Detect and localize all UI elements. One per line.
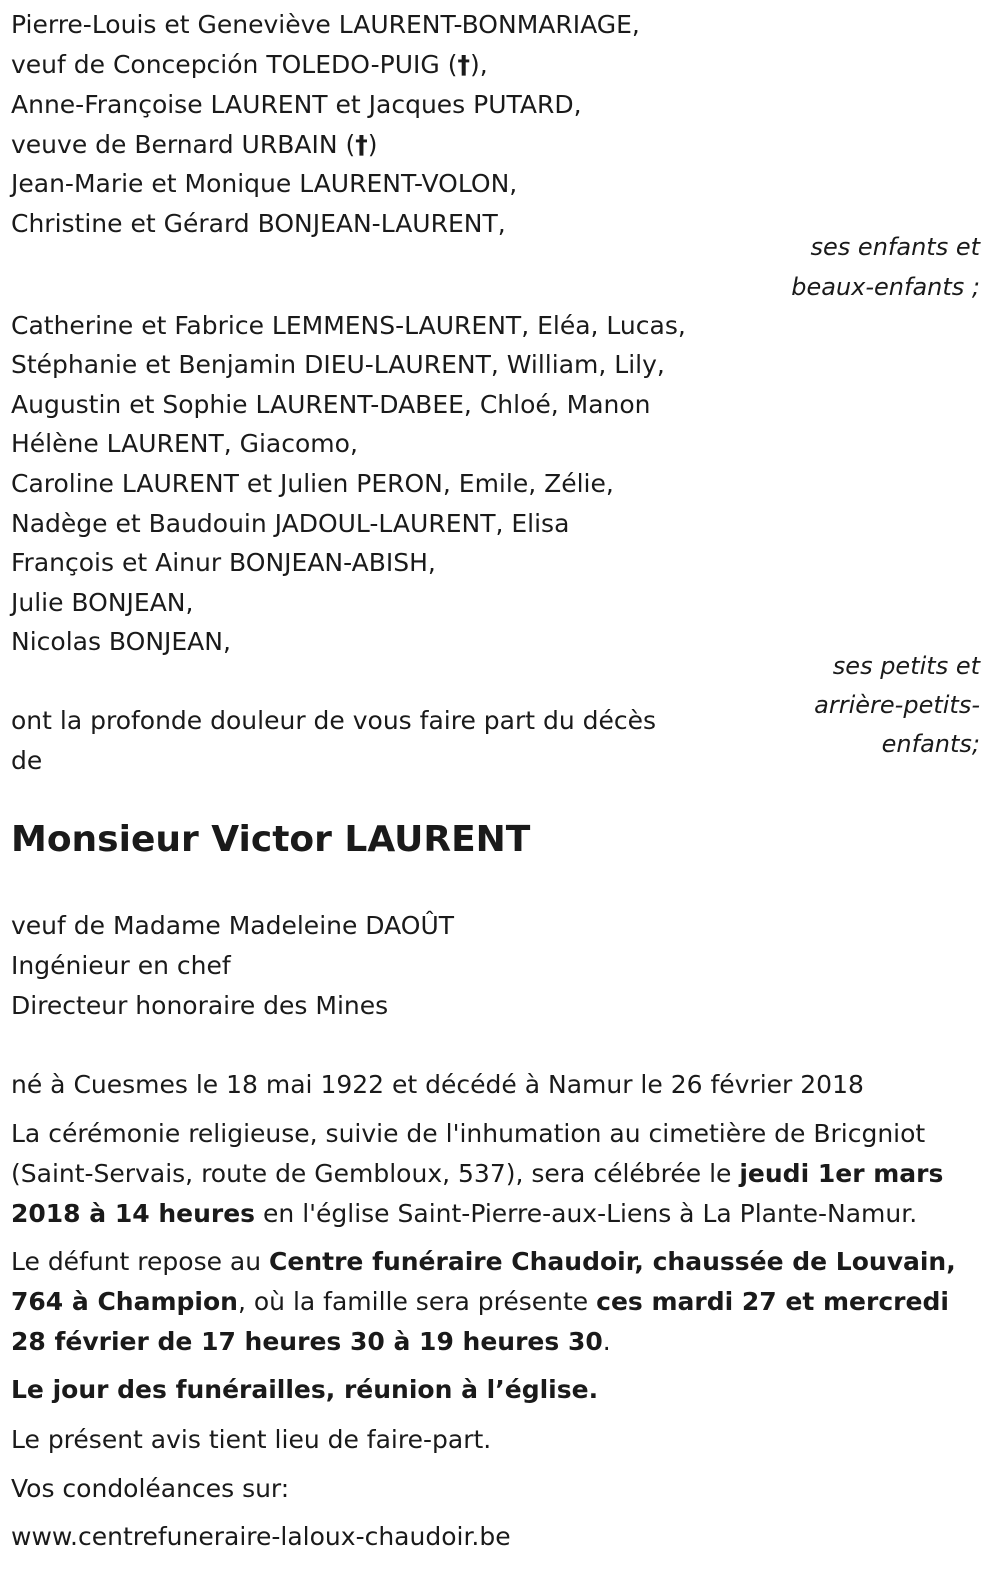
grandchildren-role-label: ses petits et [832,652,980,680]
family-line: Nadège et Baudouin JADOUL-LAURENT, Elisa [11,509,570,538]
condolences-label: Vos condoléances sur: [11,1474,290,1503]
announcement-text: de [11,746,43,775]
family-line: Pierre-Louis et Geneviève LAURENT-BONMARIAGE, [11,10,640,39]
family-line: Augustin et Sophie LAURENT-DABEE, Chloé, Manon [11,390,651,419]
family-line: Stéphanie et Benjamin DIEU-LAURENT, William, Lily, [11,350,665,379]
children-role-label: ses enfants et [810,233,980,261]
announcement-text: ont la profonde douleur de vous faire part du décès [11,706,657,735]
children-role-label: beaux-enfants ; [791,273,980,301]
family-line: Nicolas BONJEAN, [11,627,231,656]
visitation-place: Centre funéraire Chaudoir, chaussée de Louvain, 764 à Champion [11,1247,956,1316]
family-line: Jean-Marie et Monique LAURENT-VOLON, [11,169,518,198]
family-line: François et Ainur BONJEAN-ABISH, [11,548,436,577]
grandchildren-role-label: enfants; [881,730,980,758]
family-line: Julie BONJEAN, [11,588,194,617]
birth-death-line: né à Cuesmes le 18 mai 1922 et décédé à Namur le 26 février 2018 [11,1070,864,1099]
family-line: veuve de Bernard URBAIN (†) [11,130,378,159]
family-line: Hélène LAURENT, Giacomo, [11,429,358,458]
funeral-note: Le jour des funérailles, réunion à l’église. [11,1375,599,1404]
visitation-paragraph: Le défunt repose au Centre funéraire Chaudoir, chaussée de Louvain, 764 à Champion, où la famille sera présente ces mardi 27 et mercredi 28 février de 17 heures 30 à 19 heures 30. [11,1247,956,1356]
grandchildren-role-label: arrière-petits- [814,691,980,719]
deceased-name: Monsieur Victor LAURENT [11,819,531,860]
family-line: Caroline LAURENT et Julien PERON, Emile, Zélie, [11,469,614,498]
cross-icon: † [457,50,470,79]
family-line: Anne-Françoise LAURENT et Jacques PUTARD, [11,90,582,119]
deceased-detail: Directeur honoraire des Mines [11,991,389,1020]
family-line: Christine et Gérard BONJEAN-LAURENT, [11,209,506,238]
notice-note: Le présent avis tient lieu de faire-part. [11,1425,492,1454]
ceremony-date: jeudi 1er mars 2018 à 14 heures [11,1159,944,1228]
deceased-detail: Ingénieur en chef [11,951,231,980]
family-line: Catherine et Fabrice LEMMENS-LAURENT, Eléa, Lucas, [11,311,686,340]
cross-icon: † [355,130,368,159]
deceased-detail: veuf de Madame Madeleine DAOÛT [11,911,455,940]
ceremony-paragraph: La cérémonie religieuse, suivie de l'inhumation au cimetière de Bricgniot (Saint-Servais, route de Gembloux, 537), sera célébrée le jeudi 1er mars 2018 à 14 heures en l'église Saint-Pierre-aux-Liens à La Plante-Namur. [11,1119,944,1228]
family-line: veuf de Concepción TOLEDO-PUIG (†), [11,50,488,79]
visitation-times: ces mardi 27 et mercredi 28 février de 17 heures 30 à 19 heures 30 [11,1287,949,1356]
condolences-link[interactable]: www.centrefuneraire-laloux-chaudoir.be [11,1522,511,1551]
